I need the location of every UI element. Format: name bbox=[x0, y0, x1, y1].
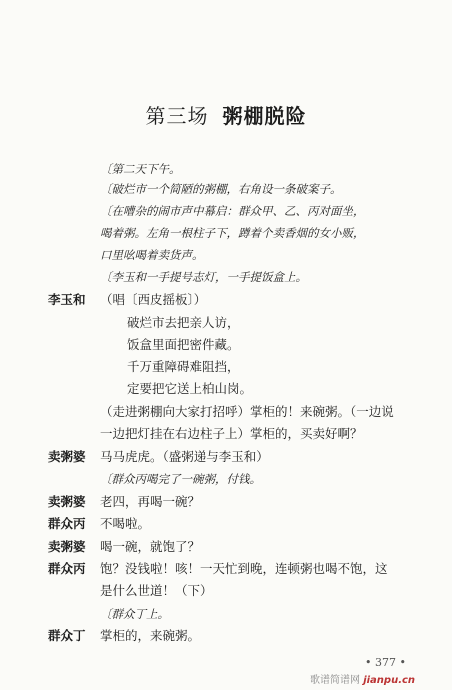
scene-name: 粥棚脱险 bbox=[222, 104, 307, 128]
speaker-name: 卖粥婆 bbox=[48, 539, 86, 554]
dialogue-line: （唱〔西皮摇板〕） bbox=[100, 292, 207, 307]
page-number: • 377 • bbox=[365, 656, 406, 669]
speaker-name: 群众丁 bbox=[48, 628, 86, 643]
scene-number: 第三场 bbox=[145, 104, 209, 128]
speaker-name: 群众丙 bbox=[48, 516, 86, 531]
stage-direction: 〔破烂市一个简陋的粥棚，右角设一条破案子。 bbox=[100, 182, 342, 196]
stage-direction: 口里吆喝着卖货声。 bbox=[100, 248, 204, 262]
dialogue-line: 一边把灯挂在右边柱子上）掌柜的，买卖好啊？ bbox=[100, 426, 363, 441]
speaker-name: 群众丙 bbox=[48, 561, 86, 576]
stage-direction: 〔第二天下午。 bbox=[100, 162, 181, 176]
speaker-name: 卖粥婆 bbox=[48, 494, 86, 509]
scene-title bbox=[0, 100, 452, 129]
verse-line: 饭盒里面把密件藏。 bbox=[127, 337, 240, 352]
stage-direction: 〔群众丁上。 bbox=[100, 607, 169, 621]
speaker-name: 卖粥婆 bbox=[48, 449, 86, 464]
watermark bbox=[310, 671, 415, 686]
watermark-site: jianpu.cn bbox=[363, 675, 416, 686]
dialogue-line: 是什么世道！（下） bbox=[100, 583, 213, 598]
verse-line: 破烂市去把亲人访， bbox=[127, 315, 240, 330]
dialogue-line: 喝一碗，就饱了？ bbox=[100, 539, 201, 554]
stage-direction: 〔李玉和一手提号志灯，一手提饭盒上。 bbox=[100, 270, 307, 284]
dialogue-line: 老四，再喝一碗？ bbox=[100, 494, 201, 509]
stage-direction: 〔群众丙喝完了一碗粥，付钱。 bbox=[100, 472, 261, 486]
dialogue-line: 饱？没钱啦！咳！一天忙到晚，连顿粥也喝不饱，这 bbox=[100, 561, 388, 576]
verse-line: 定要把它送上柏山岗。 bbox=[127, 381, 253, 396]
dialogue-line: 马马虎虎。（盛粥递与李玉和） bbox=[100, 449, 269, 464]
verse-line: 千万重障碍难阻挡， bbox=[127, 359, 240, 374]
stage-direction: 喝着粥。左角一根柱子下，蹲着个卖香烟的女小贩， bbox=[100, 226, 365, 240]
dialogue-line: 掌柜的，来碗粥。 bbox=[100, 628, 201, 643]
watermark-text: 歌谱简谱网 bbox=[310, 675, 360, 686]
stage-direction: 〔在嘈杂的闹市声中幕启：群众甲、乙、丙对面坐， bbox=[100, 204, 365, 218]
speaker-name: 李玉和 bbox=[48, 292, 86, 307]
dialogue-line: （走进粥棚向大家打招呼）掌柜的！来碗粥。（一边说 bbox=[100, 404, 394, 419]
dialogue-line: 不喝啦。 bbox=[100, 516, 151, 531]
